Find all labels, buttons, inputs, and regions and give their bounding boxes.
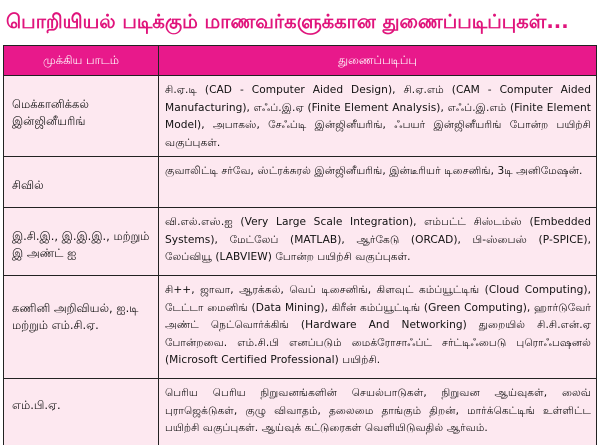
row-subject: சிவில் xyxy=(4,157,159,208)
row-subject: எம்.பி.ஏ. xyxy=(4,379,159,445)
table-row xyxy=(4,379,597,445)
row-subject: மெக்கானிக்கல் இன்ஜினீயரிங் xyxy=(4,76,159,157)
row-courses: சி.ஏ.டி (CAD - Computer Aided Design), சி.ஏ.எம் (CAM - Computer Aided Manufacturing), எஃப்.இ.ஏ (Finite Element Analysis), எஃப்.இ.எம் (Finite Element Model), அபாகஸ், சேஃப்டி இன்ஜினீயரிங், ஃபயர் இன்ஜினீயரிங் போன்ற பயிற்சி வகுப்புகள். xyxy=(159,76,597,157)
table-row xyxy=(4,157,597,208)
courses-table xyxy=(3,45,597,445)
row-courses: பெரிய பெரிய நிறுவனங்களின் செயல்பாடுகள், நிறுவன ஆய்வுகள், லைவ் புராஜெக்டுகள், குழு விவாதம், தலைமை தாங்கும் திறன், மார்க்கெட்டிங் உள்ளிட்ட பயிற்சி வகுப்புகள். ஆய்வுக் கட்டுரைகள் வெளியிடுவதில் ஆர்வம். xyxy=(159,379,597,445)
row-subject: கணினி அறிவியல், ஐ.டி மற்றும் எம்.சி.ஏ. xyxy=(4,276,159,379)
row-subject: இ.சி.இ., இ.இ.இ., மற்றும் இ அண்ட் ஐ xyxy=(4,208,159,276)
table-row xyxy=(4,276,597,379)
page-title: பொறியியல் படிக்கும் மாணவர்களுக்கான துணைப்படிப்புகள்... xyxy=(6,10,569,33)
row-courses: குவாலிட்டி சர்வே, ஸ்ட்ரக்சுரல் இன்ஜினீயரிங், இன்டீரியர் டிசைனிங், 3டி அனிமேஷன். xyxy=(159,157,597,208)
row-courses: சி++, ஜாவா, ஆரக்கல், வெப் டிசைனிங், கிளவுட் கம்ப்யூட்டிங் (Cloud Computing), டேட்டா மைனிங் (Data Mining), கிரீன் கம்ப்யூட்டிங் (Green Computing), ஹார்டுவேர் அண்ட் நெட்வொர்க்கிங் (Hardware And Networking) துறையில் சி.சி.என்.ஏ போன்றவை. எம்.சி.பி எனப்படும் மைக்ரோசாஃப்ட் சர்ட்டிஃபைடு புரொஃபஷனல் (Microsoft Certified Professional) பயிற்சி. xyxy=(159,276,597,379)
header-main-subject: முக்கிய பாடம் xyxy=(4,46,159,76)
table-row xyxy=(4,208,597,276)
table-header-row xyxy=(4,46,597,76)
row-courses: வி.எல்.எஸ்.ஐ (Very Large Scale Integration), எம்பட்ட் சிஸ்டம்ஸ் (Embedded Systems), மேட்லேப் (MATLAB), ஆர்கேடு (ORCAD), பி-ஸ்பைஸ் (P-SPICE), லேப்வியூ (LABVIEW) போன்ற பயிற்சி வகுப்புகள். xyxy=(159,208,597,276)
header-additional-course: துணைப்படிப்பு xyxy=(159,46,597,76)
table-row xyxy=(4,76,597,157)
